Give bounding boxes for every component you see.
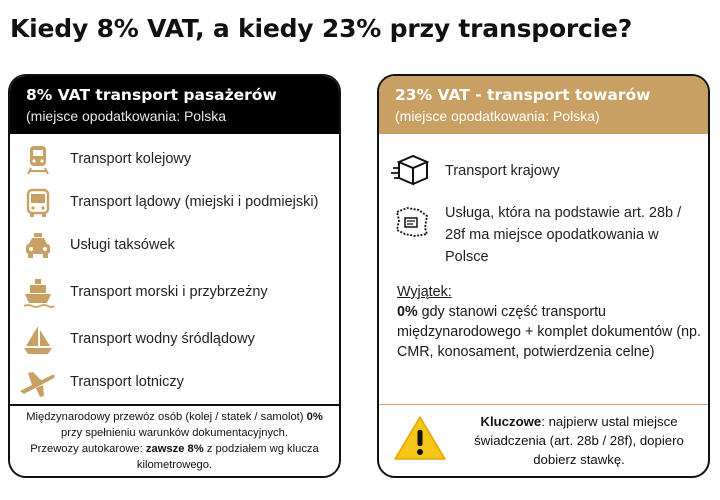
list-item xyxy=(389,148,699,192)
airplane-icon xyxy=(14,367,58,399)
footer-text: Międzynarodowy przewóz osób (kolej / statek / samolot) xyxy=(26,411,307,423)
taxi-icon xyxy=(20,230,56,262)
list-item xyxy=(10,140,339,180)
list-item-label: Usługa, która na podstawie art. 28b / 28f ma miejsce opodatkowania w Polsce xyxy=(445,205,682,265)
key-text: : najpierw ustal miejsce świadczenia (art. 28b / 28f), dopiero dobierz stawkę. xyxy=(474,414,684,467)
list-item-label: Transport kolejowy xyxy=(70,151,192,167)
parcel-box-icon xyxy=(391,152,431,188)
train-icon xyxy=(20,144,56,176)
exception-heading: Wyjątek: xyxy=(397,284,452,300)
card-header-title: 23% VAT - transport towarów xyxy=(395,86,651,104)
footer-text: Przewozy autokarowe: xyxy=(30,443,146,455)
list-item xyxy=(10,273,339,313)
list-item-label: Transport lotniczy xyxy=(70,374,184,390)
card-header-subtitle: (miejsce opodatkowania: Polska xyxy=(26,108,226,124)
card-passenger-transport xyxy=(8,74,341,478)
card-header-goods xyxy=(379,76,708,134)
footer-text: kilometrowego. xyxy=(136,459,213,471)
page-title: Kiedy 8% VAT, a kiedy 23% przy transporcie? xyxy=(10,14,633,43)
key-note xyxy=(459,412,699,469)
exception-note xyxy=(397,282,702,362)
list-item xyxy=(10,183,339,223)
warning-icon xyxy=(393,414,447,462)
card-header-passenger xyxy=(10,76,339,134)
card-goods-transport xyxy=(377,74,710,478)
key-label: Kluczowe xyxy=(480,414,542,429)
list-item-label: Transport morski i przybrzeżny xyxy=(70,284,268,300)
divider xyxy=(379,404,708,405)
card-header-subtitle: (miejsce opodatkowania: Polska) xyxy=(395,108,600,124)
footer-highlight: 0% xyxy=(306,411,323,423)
list-item xyxy=(10,226,339,266)
ship-icon xyxy=(20,277,56,309)
list-item xyxy=(10,363,339,403)
list-item-label: Transport lądowy (miejski i podmiejski) xyxy=(70,194,319,210)
list-item-label: Usługi taksówek xyxy=(70,237,175,253)
bus-icon xyxy=(20,187,56,219)
footer-text: z podziałem wg klucza xyxy=(203,443,319,455)
exception-rate: 0% xyxy=(397,304,418,320)
card-header-title: 8% VAT transport pasażerów xyxy=(26,86,277,104)
list-item xyxy=(389,200,699,270)
footer-text: przy spełnieniu warunków dokumentacyjnych. xyxy=(61,427,288,439)
passenger-footer-note xyxy=(10,404,339,478)
exception-text: gdy stanowi część transportu międzynarodowego + komplet dokumentów (np. CMR, konosament, potwierdzenia celne) xyxy=(397,304,701,360)
footer-highlight: zawsze 8% xyxy=(145,443,204,455)
poland-map-icon xyxy=(391,204,431,240)
list-item-label: Transport wodny śródlądowy xyxy=(70,331,255,347)
sailboat-icon xyxy=(20,324,56,356)
list-item xyxy=(10,320,339,360)
list-item-label: Transport krajowy xyxy=(445,163,560,179)
